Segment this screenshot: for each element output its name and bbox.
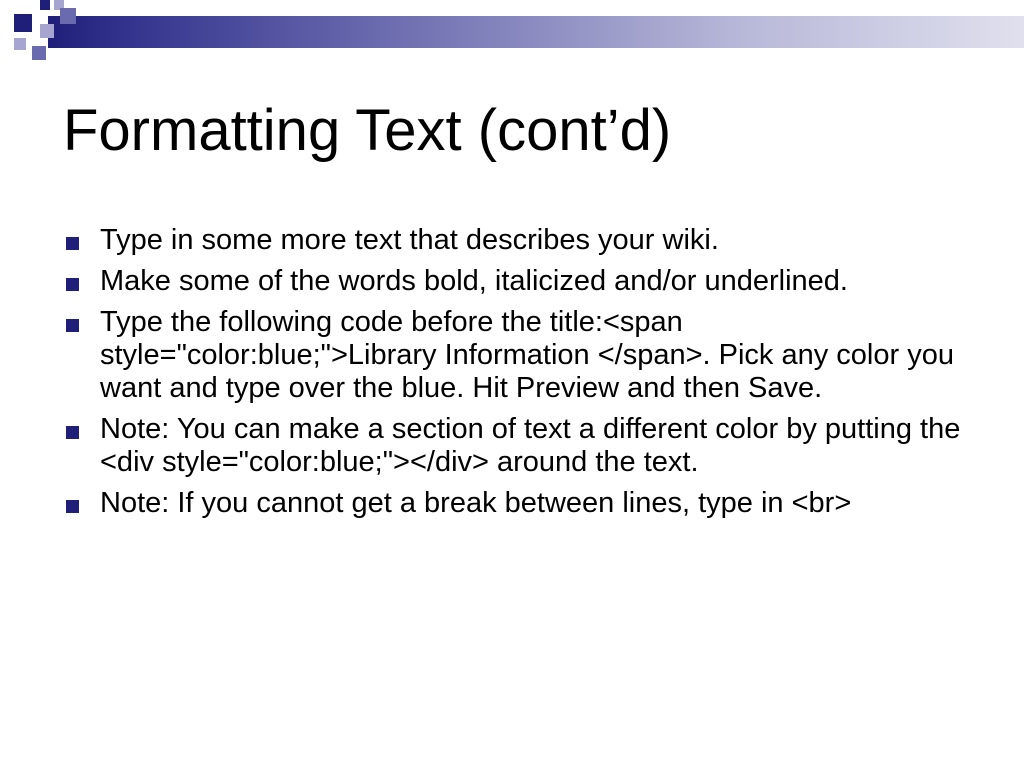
header-square [40, 24, 54, 38]
header-gradient-bar [48, 16, 1024, 48]
bullet-text: Type in some more text that describes your wiki. [100, 224, 719, 256]
bullet-text: Note: You can make a section of text a different color by putting the <div style="color:blue;"></div> around the text. [100, 413, 961, 478]
header-square [40, 0, 50, 10]
bullet-list [60, 224, 970, 528]
bullet-text: Type the following code before the title:<span style="color:blue;">Library Information </span>. Pick any color you want and type over the blue. Hit Preview and then Save. [100, 306, 954, 404]
list-item [60, 487, 970, 520]
square-bullet-icon [66, 426, 79, 439]
bullet-text: Make some of the words bold, italicized and/or underlined. [100, 265, 848, 297]
bullet-text: Note: If you cannot get a break between lines, type in <br> [100, 487, 852, 519]
slide-title: Formatting Text (cont’d) [63, 98, 672, 163]
square-bullet-icon [66, 278, 79, 291]
square-bullet-icon [66, 237, 79, 250]
list-item [60, 224, 970, 257]
header-square [14, 14, 32, 32]
list-item [60, 306, 970, 405]
header-decoration [0, 0, 1024, 64]
header-square [60, 8, 76, 24]
header-square [14, 38, 26, 50]
square-bullet-icon [66, 319, 79, 332]
square-bullet-icon [66, 500, 79, 513]
header-square [32, 46, 46, 60]
list-item [60, 265, 970, 298]
list-item [60, 413, 970, 479]
